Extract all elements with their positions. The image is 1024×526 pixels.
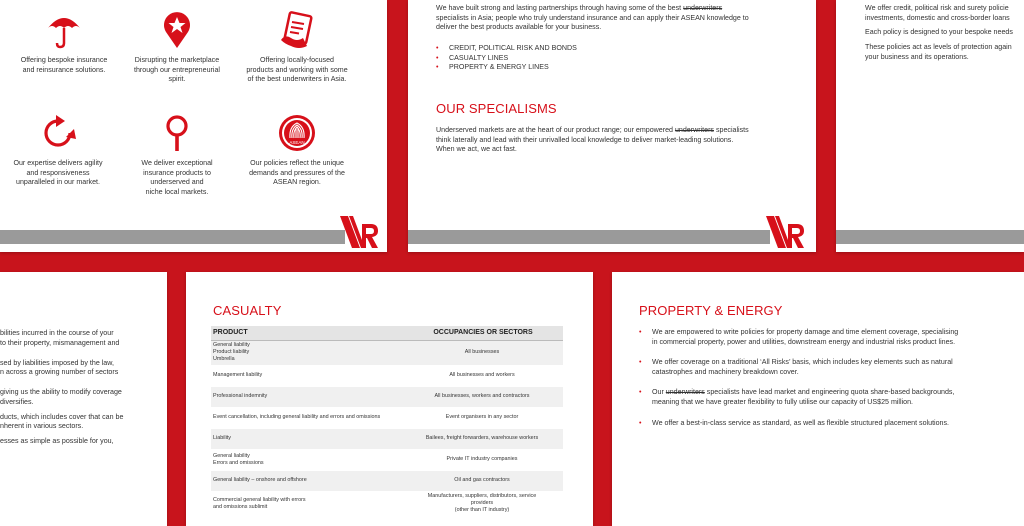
slide-liability — [0, 272, 167, 526]
cycle-arrows-icon — [38, 113, 78, 153]
column-header-product: PRODUCT — [211, 326, 401, 340]
lines-list — [436, 44, 736, 73]
table-row — [211, 407, 563, 428]
text-line: to their property, mismanagement and — [0, 338, 120, 347]
feature-item — [118, 10, 236, 85]
footer-bar — [408, 230, 770, 244]
slide-icons — [0, 0, 387, 252]
cell-product: Liability — [211, 428, 401, 449]
feature-caption: We deliver exceptional insurance products to underserved and niche local markets. — [141, 159, 213, 196]
cell-sectors: Event organisers in any sector — [401, 407, 563, 428]
feature-item — [118, 113, 236, 197]
casualty-heading: CASUALTY — [213, 303, 282, 318]
text-line: n across a growing number of sectors — [0, 368, 119, 377]
table-row — [211, 428, 563, 449]
text-line: ducts, which includes cover that can be — [0, 412, 124, 421]
umbrella-icon — [44, 10, 84, 50]
text-line: diversifies. — [0, 397, 34, 406]
feature-caption: Our policies reflect the unique demands and pressures of the ASEAN region. — [249, 159, 345, 187]
intro-paragraph: We have built strong and lasting partnerships through having some of the best underwriters specialists in Asia; people who truly understand insurance and can apply their ASEAN knowledge to deliver the best products available for your business. — [436, 4, 749, 32]
property-energy-heading: PROPERTY & ENERGY — [639, 303, 783, 318]
cell-sectors: All businesses — [401, 340, 563, 365]
slide-property-energy — [612, 272, 1024, 526]
cell-sectors: Manufacturers, suppliers, distributors, service providers (other than IT industry) — [401, 491, 563, 516]
list-item: • CREDIT, POLITICAL RISK AND BONDS — [436, 44, 736, 54]
slide-specialisms — [408, 0, 816, 252]
credit-text — [865, 4, 1024, 62]
cell-product: Management liability — [211, 365, 401, 386]
rr-logo-icon — [764, 214, 806, 250]
feature-caption: Offering locally-focused products and working with some of the best underwriters in Asia. — [246, 56, 348, 84]
footer-bar — [836, 230, 1024, 244]
feature-item — [238, 10, 356, 85]
text-line: sed by liabilities imposed by the law, — [0, 358, 114, 367]
specialisms-heading: OUR SPECIALISMS — [436, 101, 557, 116]
cell-sectors: Private IT industry companies — [401, 449, 563, 470]
table-row — [211, 491, 563, 516]
footer-bar — [0, 230, 345, 244]
feature-caption: Offering bespoke insurance and reinsurance solutions. — [20, 56, 108, 74]
magnifier-icon — [157, 113, 197, 153]
table-header-row — [211, 326, 563, 340]
list-item: • We offer coverage on a traditional ‘All Risks’ basis, which includes key elements such as natural catastrophes and machinery breakdown cover. — [639, 358, 1019, 377]
cell-product: Event cancellation, including general liability and errors and omissions — [211, 407, 401, 428]
text-line: investments, domestic and cross-border loans — [865, 13, 1010, 22]
property-bullets — [639, 328, 1019, 439]
table-row — [211, 386, 563, 407]
text-line: esses as simple as possible for you, — [0, 436, 114, 445]
feature-item — [238, 113, 356, 188]
cell-product: General liability Product liability Umbrella — [211, 340, 401, 365]
table-row — [211, 365, 563, 386]
list-item: • We are empowered to write policies for property damage and time element coverage, specialising in commercial property, power and utilities, downstream energy and industrial risks product lines. — [639, 328, 1019, 347]
table-row — [211, 449, 563, 470]
svg-text:ASEAN: ASEAN — [289, 140, 305, 145]
text-line: nherent in various sectors. — [0, 422, 84, 431]
liability-text — [0, 329, 167, 446]
cell-product: Professional indemnity — [211, 386, 401, 407]
text-line: your business and its operations. — [865, 52, 969, 61]
cell-sectors: Oil and gas contractors — [401, 470, 563, 491]
list-item: • CASUALTY LINES — [436, 54, 736, 64]
feature-caption: Our expertise delivers agility and responsiveness unparalleled in our market. — [13, 159, 103, 187]
casualty-table — [211, 326, 563, 517]
text-line: giving us the ability to modify coverage — [0, 388, 122, 397]
cell-product: General liability Errors and omissions — [211, 449, 401, 470]
table-row — [211, 340, 563, 365]
text-line: Each policy is designed to your bespoke needs — [865, 28, 1013, 37]
list-item: • PROPERTY & ENERGY LINES — [436, 63, 736, 73]
cell-product: General liability – onshore and offshore — [211, 470, 401, 491]
list-item: • We offer a best-in-class service as standard, as well as flexible structured placement solutions. — [639, 419, 1019, 429]
asean-emblem-icon — [277, 113, 317, 153]
cell-product: Commercial general liability with errors and omissions sublimit — [211, 491, 401, 516]
feature-caption: Disrupting the marketplace through our entrepreneurial spirit. — [134, 56, 220, 84]
table-row — [211, 470, 563, 491]
slide-credit — [836, 0, 1024, 252]
text-line: bilities incurred in the course of your — [0, 329, 114, 337]
column-header-sectors: OCCUPANCIES OR SECTORS — [401, 326, 563, 340]
map-pin-star-icon — [157, 10, 197, 50]
text-line: These policies act as levels of protection again — [865, 43, 1012, 52]
specialisms-paragraph: Underserved markets are at the heart of our product range; our empowered underwriters specialists think laterally and lead with their unrivalled local knowledge to deliver market-leading solutions. When we act, we act fast. — [436, 126, 749, 154]
list-item: • Our underwriters specialists have lead market and engineering quota share-based backgrounds, meaning that we have greater flexibility to fully utilise our capacity of US$25 million. — [639, 388, 1019, 407]
cell-sectors: All businesses, workers and contractors — [401, 386, 563, 407]
feature-item — [5, 10, 123, 75]
text-line: We offer credit, political risk and surety policie — [865, 4, 1009, 12]
rr-logo-icon — [338, 214, 380, 250]
feature-item — [0, 113, 117, 188]
certificate-icon — [277, 10, 317, 50]
cell-sectors: All businesses and workers — [401, 365, 563, 386]
cell-sectors: Bailees, freight forwarders, warehouse workers — [401, 428, 563, 449]
